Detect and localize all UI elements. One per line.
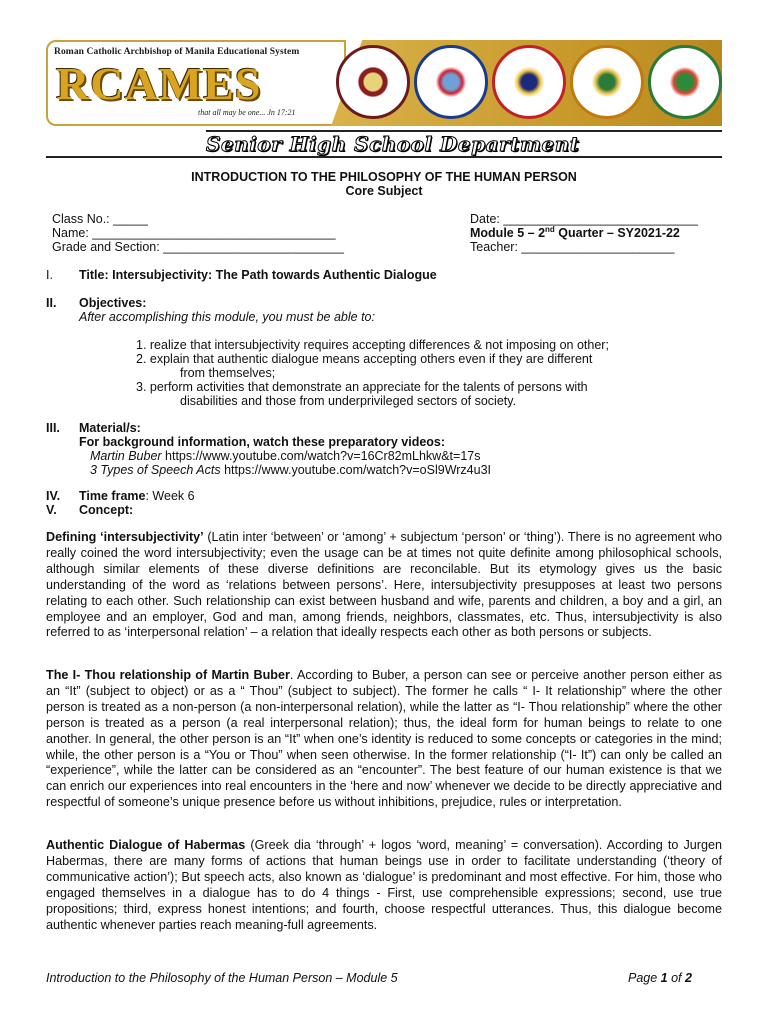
time-frame [79, 489, 195, 503]
video-2-url[interactable]: https://www.youtube.com/watch?v=oSl9Wrz4u3I [220, 463, 492, 477]
section-3-number: III. [46, 421, 60, 435]
document-title: INTRODUCTION TO THE PHILOSOPHY OF THE HUMAN PERSON [191, 170, 577, 184]
department-title: Senior High School Department [206, 132, 580, 156]
school-seal-3 [492, 45, 566, 119]
banner-logo-panel [46, 40, 346, 126]
objective-3-line-1: 3. perform activities that demonstrate an appreciate for the talents of persons with [136, 380, 588, 394]
paragraph-2-body: . According to Buber, a person can see or perceive another person either as an “It” (subject to object) or as a “ Thou” (subject to subject). The former he calls “ I- It relationship” where the other person is treated as a non-person (a non-interpersonal relation), while the latter as “I- Thou relationship” where the other person is treated as a person (a real interpersonal relation); thus, the ideal form for human beings to relate to one another. In general, the other person is an “It” when one’s identity is reduced to some concepts or categories in the mind; while, the other person is a “You or Thou” when seen otherwise. In the former relationship (“I- It”) can only be called an “experience”, while the latter can be considered as an “encounter”. The best feature of our human existence is that we can enrich our experiences into real encounters in the ‘here and now’ whenever we decide to be directly appreciative and respectful of someone’s unique presence before us without inhibitions, prejudice, rules or interpretation. [46, 668, 722, 810]
materials-subheading: For background information, watch these preparatory videos: [79, 435, 446, 449]
section-3-heading: Material/s: [79, 421, 141, 435]
class-no-field[interactable]: Class No.: _____ [52, 212, 148, 226]
document-subtitle: Core Subject [345, 184, 423, 198]
section-2-heading: Objectives: [79, 296, 147, 310]
module-label [470, 226, 680, 240]
name-field[interactable]: Name: ___________________________________ [52, 226, 336, 240]
header-banner [46, 40, 722, 126]
module-label-b: Quarter – SY2021-22 [554, 226, 680, 240]
objective-2-line-2: from themselves; [180, 366, 276, 380]
video-1-link[interactable] [90, 449, 480, 463]
motto: that all may be one... Jn 17:21 [198, 108, 296, 117]
section-5-number: V. [46, 503, 57, 517]
objective-1: 1. realize that intersubjectivity requires accepting differences & not imposing on other; [136, 338, 609, 352]
module-label-a: Module 5 – 2 [470, 226, 546, 240]
module-label-sup: nd [545, 224, 555, 234]
paragraph-intersubjectivity [46, 530, 722, 641]
paragraph-habermas [46, 838, 722, 933]
rcames-logo-text: RCAMES [56, 58, 262, 109]
paragraph-3-body: (Greek dia ‘through’ + logos ‘word, meaning’ = conversation). According to Jurgen Habermas, there are many forms of actions that human beings use in order to facilitate understanding (‘theory of communicative action’); But speech acts, also known as ‘dialogue’ is predominant and most effective. For him, those who engaged themselves in a dialogue has to do 4 things - First, use comprehensible expressions; second, use true propositions; third, express honest intentions; and fourth, choose respectful utterances. Thus, this dialogue become authentic whenever parties reach meaning-full agreements. [46, 838, 722, 932]
date-field[interactable]: Date: ____________________________ [470, 212, 699, 226]
footer-page-of: of [667, 971, 685, 985]
footer-page-word: Page [628, 971, 661, 985]
section-5-heading: Concept: [79, 503, 134, 517]
objective-3-line-2: disabilities and those from underprivileged sectors of society. [180, 394, 517, 408]
section-1-title: Title: Intersubjectivity: The Path towards Authentic Dialogue [79, 268, 437, 282]
grade-section-field[interactable]: Grade and Section: __________________________ [52, 240, 344, 254]
school-seal-4 [570, 45, 644, 119]
time-frame-label: Time frame [79, 489, 146, 503]
paragraph-2-heading: The I- Thou relationship of Martin Buber [46, 668, 290, 682]
video-1-title: Martin Buber [90, 449, 162, 463]
video-2-link[interactable] [90, 463, 491, 477]
section-2-number: II. [46, 296, 57, 310]
objective-2-line-1: 2. explain that authentic dialogue means accepting others even if they are different [136, 352, 593, 366]
footer-page-current: 1 [660, 971, 668, 985]
footer-page-total: 2 [685, 971, 692, 985]
video-2-title: 3 Types of Speech Acts [90, 463, 221, 477]
paragraph-1-body: (Latin inter ‘between’ or ‘among’ + subjectum ‘person’ or ‘thing’). There is no agreement who really coined the word intersubjectivity; even the usage can be at times not quite definite among philosophical schools, although similar elements of these diverse definitions are reconcilable. But its etymology gives us the basic understanding of the word as ‘relations between persons’. Here, intersubjectivity presupposes at least two persons relating to each other. Such relationship can exist between husband and wife, parents and children, a boy and a girl, an employee and an employer, God and man, among friends, neighbors, classmates, etc. Thus, intersubjectivity is also referred to as ‘interpersonal relation’ – a relation that ideally respects each other as both persons or subjects. [46, 530, 722, 640]
teacher-field[interactable]: Teacher: ______________________ [470, 240, 675, 254]
paragraph-3-heading: Authentic Dialogue of Habermas [46, 838, 246, 852]
video-1-url[interactable]: https://www.youtube.com/watch?v=16Cr82mLhkw&t=17s [161, 449, 481, 463]
school-seal-2 [414, 45, 488, 119]
org-name: Roman Catholic Archbishop of Manila Educational System [54, 47, 300, 57]
footer-module-title: Introduction to the Philosophy of the Human Person – Module 5 [46, 971, 398, 985]
objectives-intro: After accomplishing this module, you must be able to: [79, 310, 375, 324]
section-4-number: IV. [46, 489, 61, 503]
header-rule-bottom [46, 156, 722, 158]
footer-page-number [628, 971, 692, 985]
school-seal-1 [336, 45, 410, 119]
paragraph-1-heading: Defining ‘intersubjectivity’ [46, 530, 204, 544]
paragraph-buber [46, 668, 722, 811]
time-frame-value: : Week 6 [145, 489, 195, 503]
section-1-number: I. [46, 268, 53, 282]
school-seal-5 [648, 45, 722, 119]
